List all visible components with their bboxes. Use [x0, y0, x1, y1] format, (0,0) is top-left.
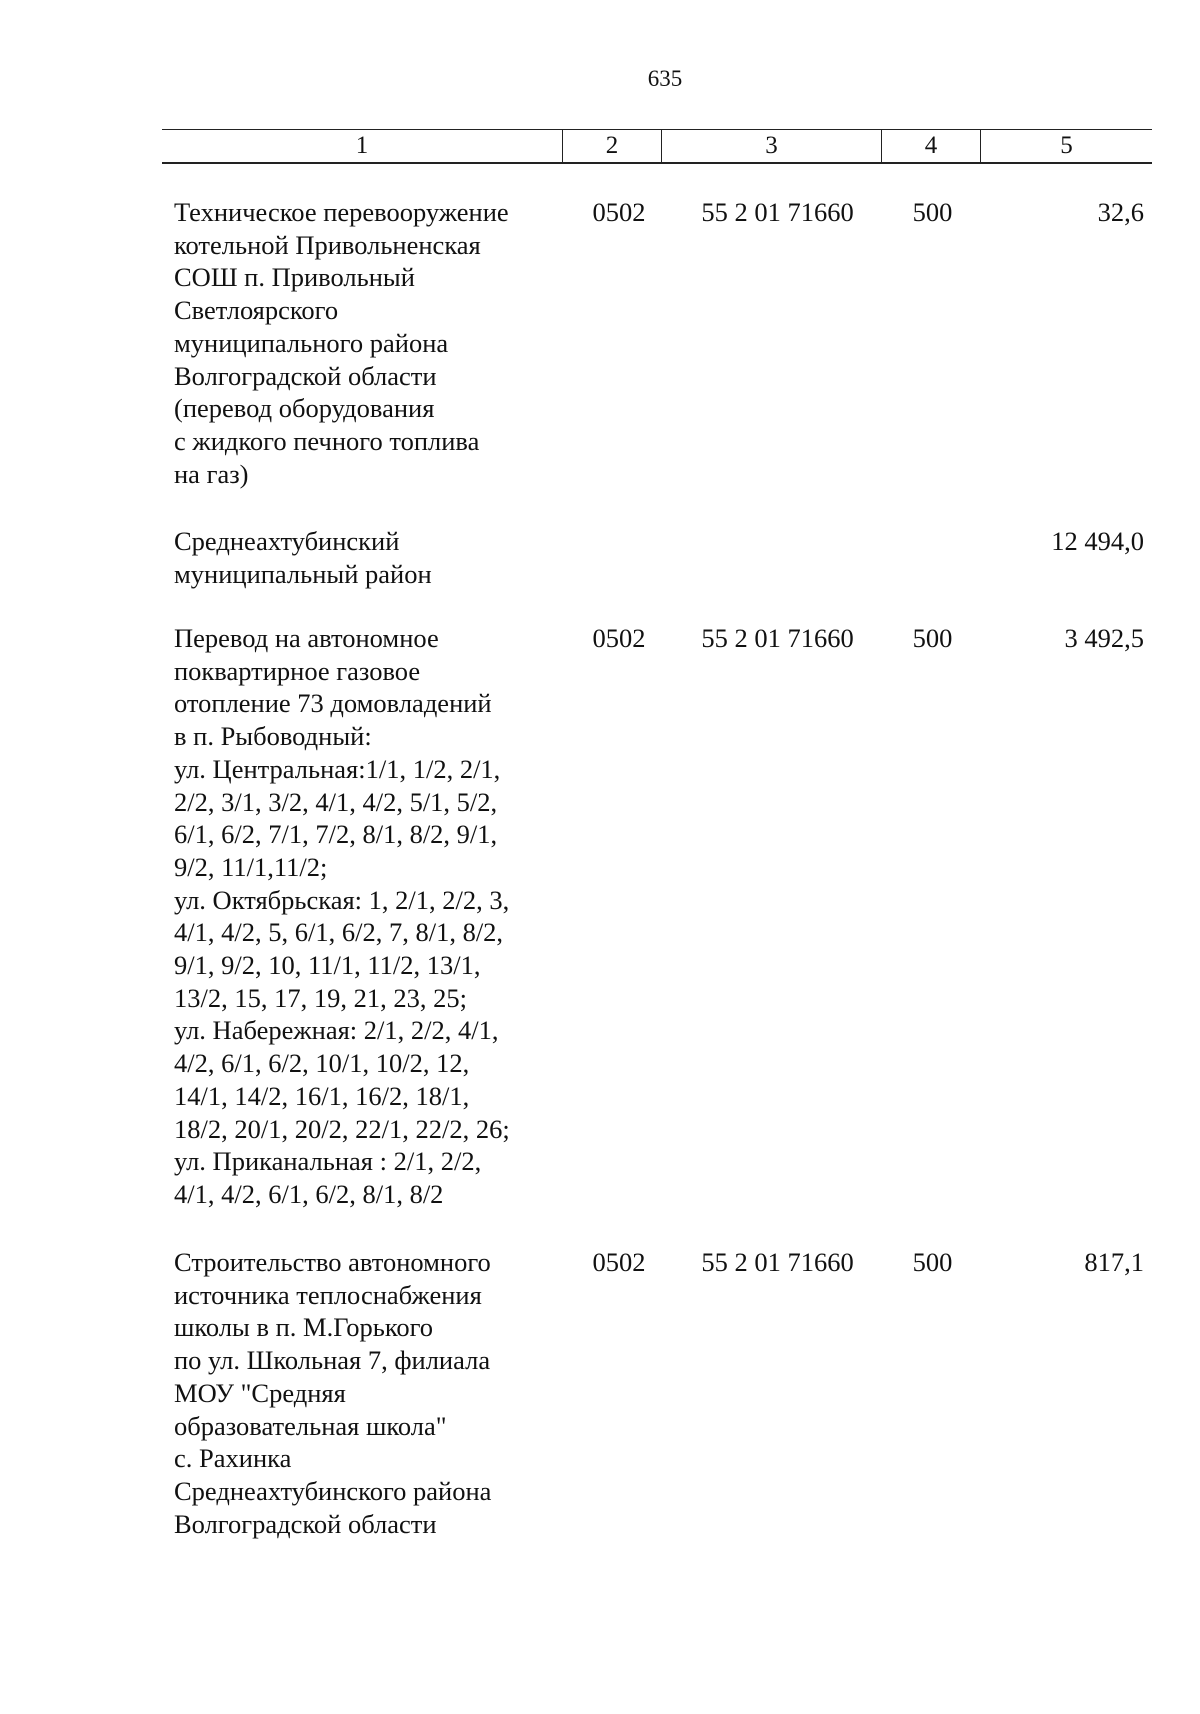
row-section-code: 0502: [592, 197, 646, 227]
row-amount: 817,1: [1084, 1247, 1144, 1277]
header-col-4: 4: [882, 130, 981, 164]
header-col-2: 2: [563, 130, 662, 164]
row-name: Перевод на автономное поквартирное газовое отопление 73 домовладений в п. Рыбоводный: ул. Центральная:1/1, 1/2, 2/1, 2/2, 3/1, 3/2, 4/1, 4/2, 5/1, 5/2, 6/1, 6/2, 7/1, 7/2, 8/1, 8/2, 9/1, 9/2, 11/1,11/2; ул. Октябрьская: 1, 2/1, 2/2, 3, 4/1, 4/2, 5, 6/1, 6/2, 7, 8/1, 8/2, 9/1, 9/2, 10, 11/1, 11/2, 13/1, 13/2, 15, 17, 19, 21, 23, 25; ул. Набережная: 2/1, 2/2, 4/1, 4/2, 6/1, 6/2, 10/1, 10/2, 12, 14/1, 14/2, 16/1, 16/2, 18/1, 18/2, 20/1, 20/2, 22/1, 22/2, 26; ул. Приканальная : 2/1, 2/2, 4/1, 4/2, 6/1, 6/2, 8/1, 8/2: [174, 623, 510, 1209]
row-section-code: 0502: [592, 1247, 646, 1277]
row-amount: 3 492,5: [1064, 623, 1144, 653]
header-col-3: 3: [662, 130, 882, 164]
row-name: Техническое перевооружение котельной Привольненская СОШ п. Привольный Светлоярского муниципального района Волгоградской области (перевод оборудования с жидкого печного топлива на газ): [174, 197, 509, 489]
row-section-code: 0502: [592, 623, 646, 653]
row-amount: 32,6: [1097, 197, 1144, 227]
row-expense-type: 500: [912, 197, 953, 227]
row-target-article: 55 2 01 71660: [701, 197, 854, 227]
row-target-article: 55 2 01 71660: [701, 623, 854, 653]
table-header: [162, 129, 1152, 164]
row-amount: 12 494,0: [1051, 526, 1144, 556]
row-expense-type: 500: [912, 1247, 953, 1277]
row-expense-type: 500: [912, 623, 953, 653]
row-name: Среднеахтубинский муниципальный район: [174, 526, 432, 589]
header-col-1: 1: [162, 130, 563, 164]
row-target-article: 55 2 01 71660: [701, 1247, 854, 1277]
page-number: 635: [647, 66, 683, 91]
header-col-5: 5: [981, 130, 1153, 164]
row-name: Строительство автономного источника теплоснабжения школы в п. М.Горького по ул. Школьная 7, филиала МОУ "Средняя образовательная школа" с. Рахинка Среднеахтубинского района Волгоградской области: [174, 1247, 492, 1539]
